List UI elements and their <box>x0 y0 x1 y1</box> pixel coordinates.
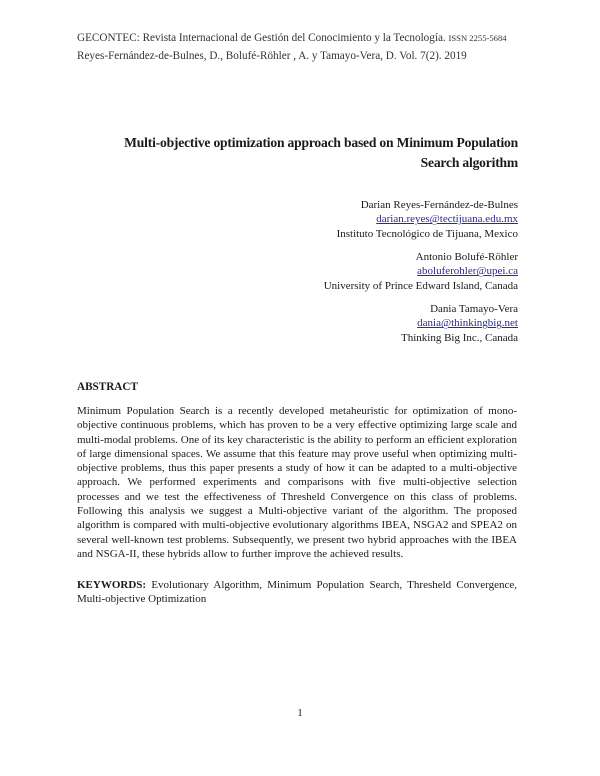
keywords-text: Evolutionary Algorithm, Minimum Population Search, Thresheld Convergence, Multi-objective Optimization <box>77 579 518 606</box>
author-3 <box>401 302 518 345</box>
citation-line: Reyes-Fernández-de-Bulnes, D., Bolufé-Röhler , A. y Tamayo-Vera, D. Vol. 7(2). 2019 <box>77 50 467 62</box>
author-email-link[interactable]: dania@thinkingbig.net <box>417 317 518 330</box>
abstract-heading: ABSTRACT <box>77 381 138 393</box>
author-affiliation: Thinking Big Inc., Canada <box>400 331 518 344</box>
author-email-link[interactable]: darian.reyes@tectijuana.edu.mx <box>376 213 518 226</box>
abstract-text: Minimum Population Search is a recently developed metaheuristic for optimization of mono-objective continuous problems, which has proven to be a very effective optimizing large scale and multi-modal problems. One of its key characteristic is the ability to perform an efficient exploration of large dimensional spaces. We assume that this feature may prove useful when optimizing multi-objective problems, thus this paper presents a study of how it can be adapted to a multi-objective approach. We performed experiments and comparisons with five multi-objective selection processes and we test the effectiveness of Thresheld Convergence on this class of problems. Following this analysis we suggest a Multi-objective variant of the algorithm. The proposed algorithm is compared with multi-objective evolutionary algorithms IBEA, NSGA2 and SPEA2 on several well-known test problems. Subsequently, we present two hybrid approaches with the IBEA and NSGA-II, these hybrids allow to further improve the achieved results. <box>77 405 517 560</box>
author-name: Darian Reyes-Fernández-de-Bulnes <box>360 199 518 211</box>
journal-header <box>77 32 507 44</box>
author-1 <box>337 198 518 241</box>
author-affiliation: University of Prince Edward Island, Canada <box>323 279 518 292</box>
author-name: Dania Tamayo-Vera <box>430 303 518 315</box>
journal-issn: ISSN 2255-5684 <box>448 33 507 43</box>
paper-title-line-2: Search algorithm <box>420 155 518 170</box>
keywords-label: KEYWORDS: <box>77 579 147 591</box>
keywords-section <box>77 578 517 607</box>
author-affiliation: Instituto Tecnológico de Tijuana, Mexico <box>336 227 518 240</box>
paper-title <box>60 133 518 173</box>
author-2 <box>324 250 518 293</box>
journal-name: GECONTEC: Revista Internacional de Gestión del Conocimiento y la Tecnología. <box>77 32 446 44</box>
page-number: 1 <box>297 707 303 719</box>
author-name: Antonio Bolufé-Röhler <box>415 251 518 263</box>
paper-title-line-1: Multi-objective optimization approach based on Minimum Population <box>124 135 518 150</box>
author-email-link[interactable]: aboluferohler@upei.ca <box>417 265 518 278</box>
